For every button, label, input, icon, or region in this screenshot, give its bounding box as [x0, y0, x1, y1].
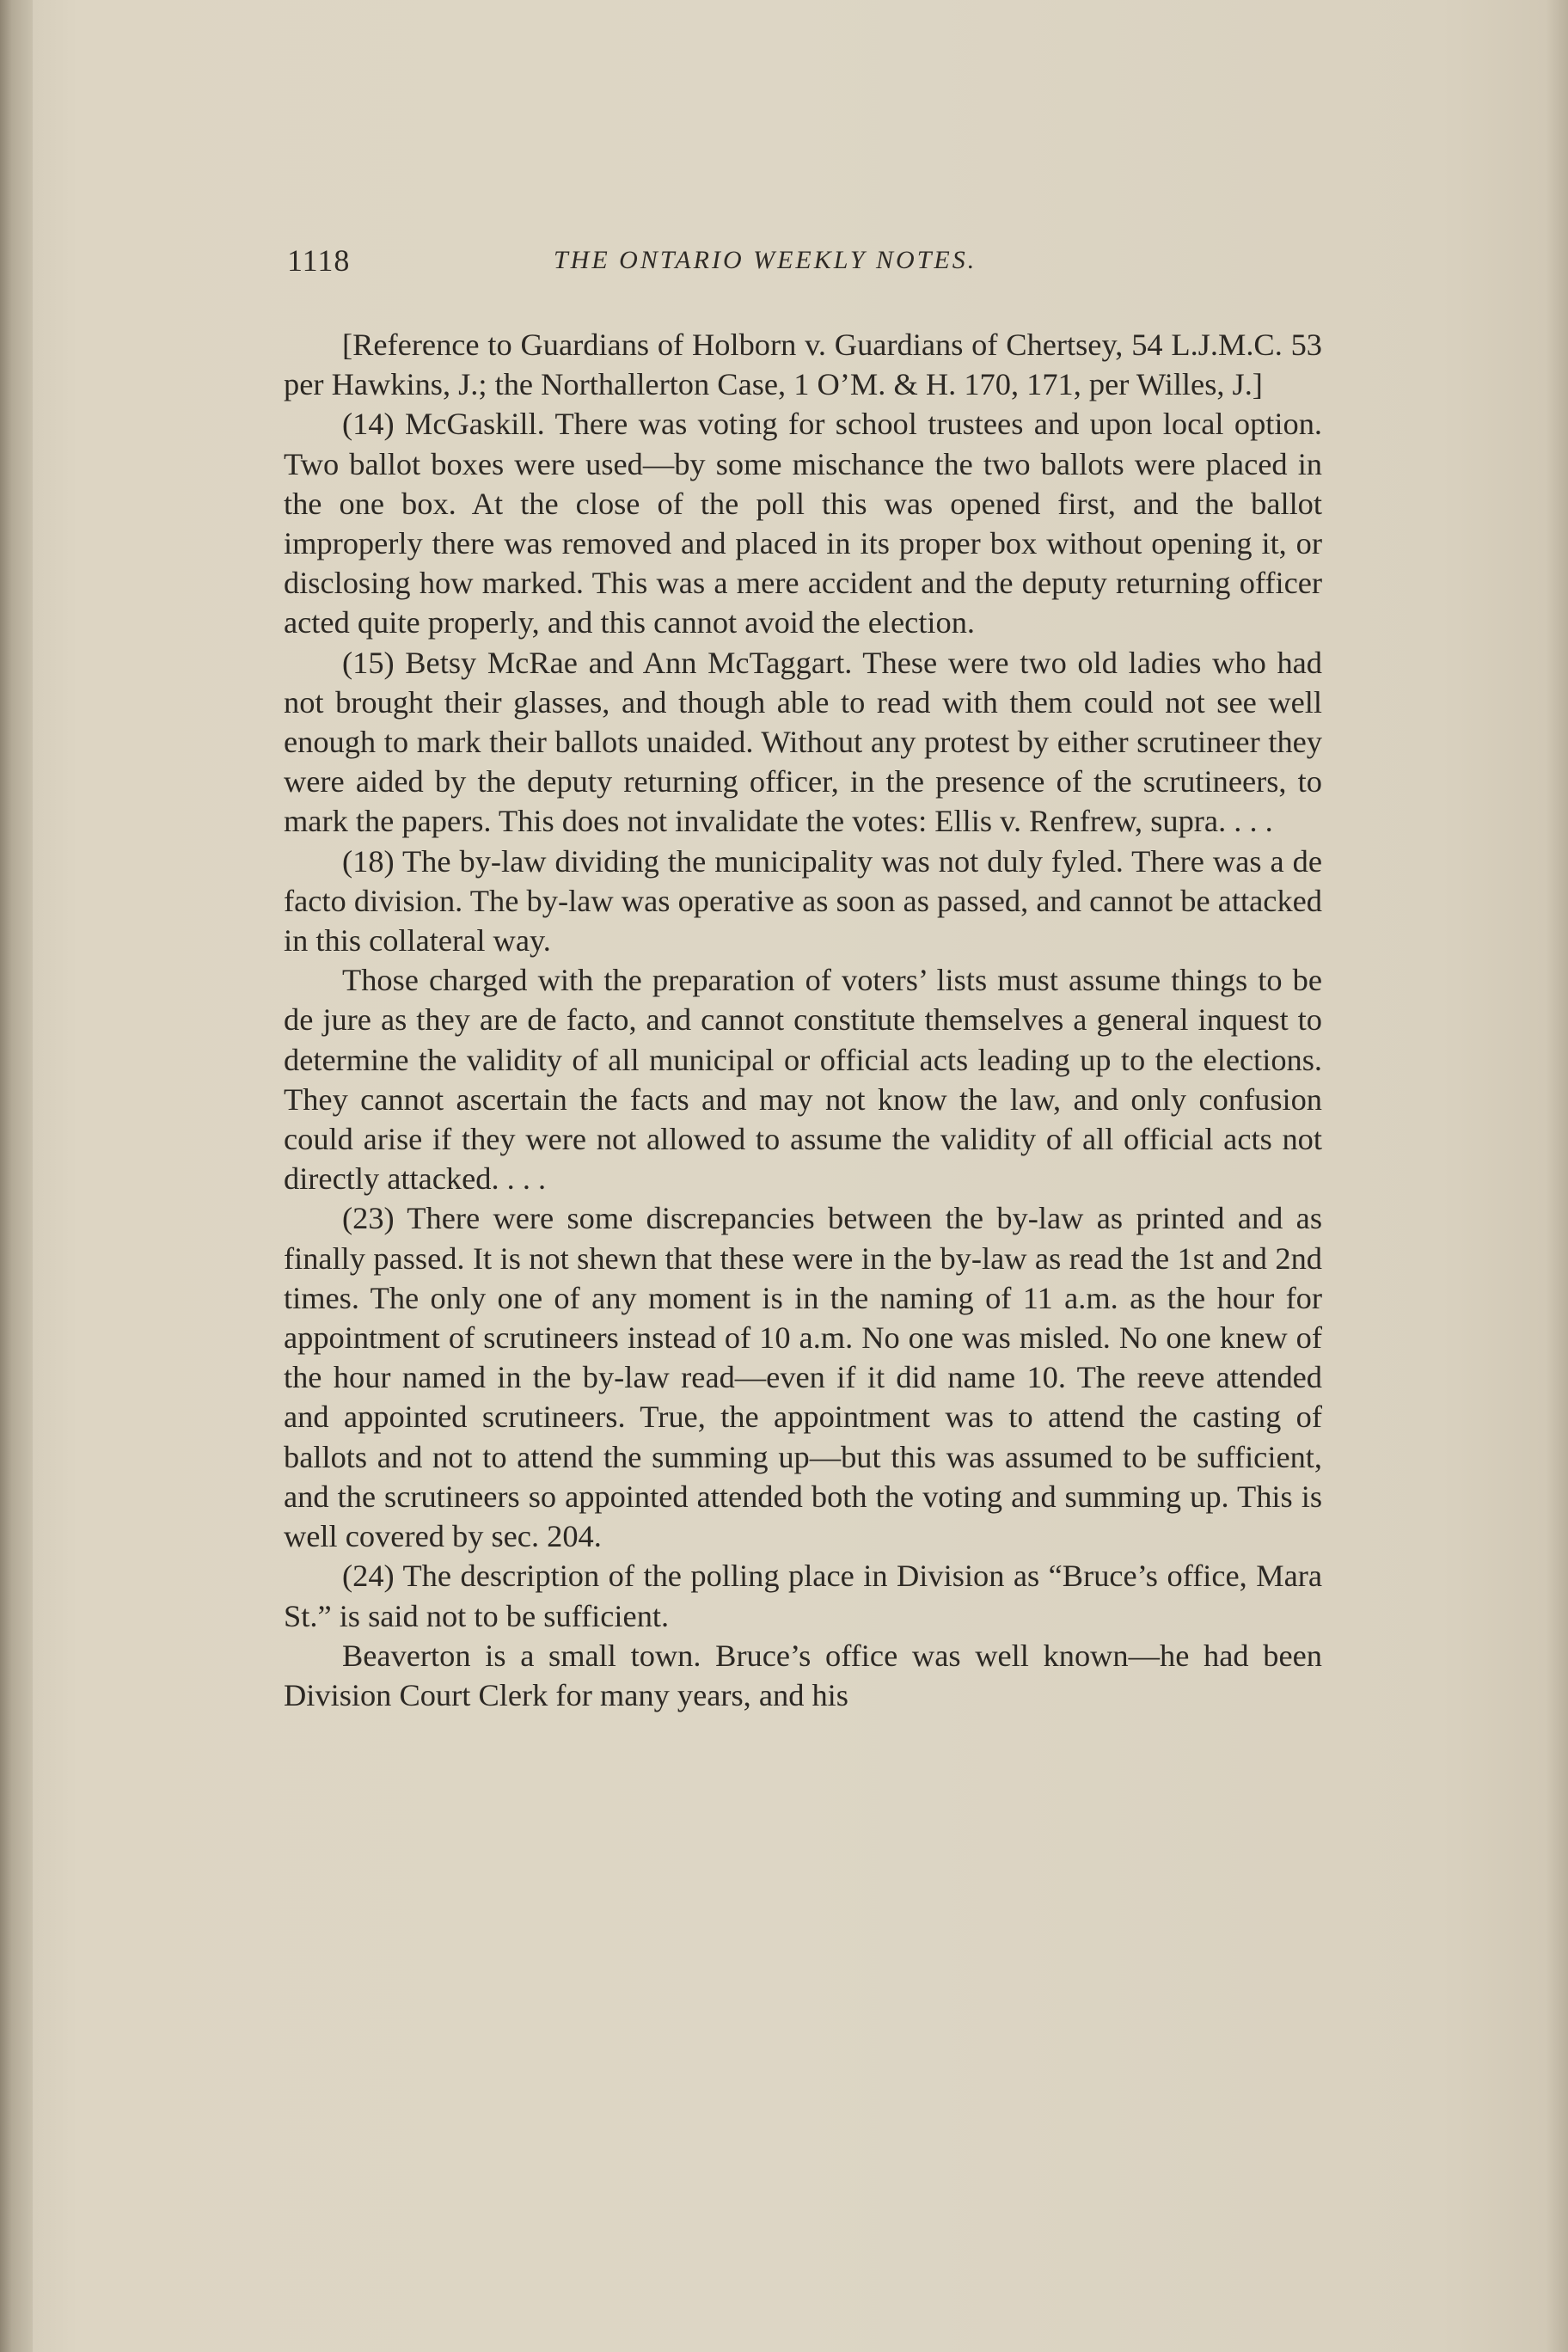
page-number: 1118 — [287, 243, 351, 278]
paragraph-18-by-law: (18) The by-law dividing the municipality was not duly fyled. There was a de facto division. The by-law was operative as soon as passed, and cannot be attacked in this collateral way. — [284, 843, 1322, 959]
paragraph-reference: [Reference to Guardians of Holborn v. Guardians of Chertsey, 54 L.J.M.C. 53 per Hawkins, J.; the Northallerton Case, 1 O’M. & H. 170, 171, per Willes, J.] — [284, 328, 1322, 402]
paragraph-23-discrepancies: (23) There were some discrepancies between the by-law as printed and as finally passed. It is not shewn that these were in the by-law as read the 1st and 2nd times. The only one of any moment is in the naming of 11 a.m. as the hour for appointment of scrutineers instead of 10 a.m. No one was misled. No one knew of the hour named in the by-law read—even if it did name 10. The reeve attended and appointed scrutineers. True, the appointment was to attend the casting of ballots and not to attend the summing up—but this was assumed to be sufficient, and the scrutineers so appointed attended both the voting and summing up. This is well covered by sec. 204. — [284, 1201, 1322, 1554]
paragraph-24-polling-place: (24) The description of the polling place in Division as “Bruce’s office, Mara St.” is said not to be sufficient. — [284, 1559, 1322, 1633]
page-edge-shadow — [1546, 0, 1568, 2352]
paragraph-beaverton: Beaverton is a small town. Bruce’s office was well known—he had been Division Court Clerk for many years, and his — [284, 1638, 1322, 1712]
page-header — [287, 242, 1327, 285]
paragraph-15-mcrae-mctaggart: (15) Betsy McRae and Ann McTaggart. These were two old ladies who had not brought their glasses, and though able to read with them could not see well enough to mark their ballots unaided. Without any protest by either scrutineer they were aided by the deputy returning officer, in the presence of the scrutineers, to mark the papers. This does not invalidate the votes: Ellis v. Renfrew, supra. . . . — [284, 645, 1322, 839]
body-text — [284, 325, 1322, 1715]
paragraph-voters-lists: Those charged with the preparation of voters’ lists must assume things to be de jure as they are de facto, and cannot constitute themselves a general inquest to determine the validity of all municipal or official acts leading up to the elections. They cannot ascertain the facts and may not know the law, and only confusion could arise if they were not allowed to assume the validity of all official acts not directly attacked. . . . — [284, 963, 1322, 1197]
running-title: THE ONTARIO WEEKLY NOTES. — [554, 246, 977, 274]
paragraph-14-mcgaskill: (14) McGaskill. There was voting for school trustees and upon local option. Two ballot boxes were used—by some mischance the two ballots were placed in the one box. At the close of the poll this was opened first, and the ballot improperly there was removed and placed in its proper box without opening it, or disclosing how marked. This was a mere accident and the deputy returning officer acted quite properly, and this cannot avoid the election. — [284, 407, 1322, 640]
spine-shadow — [0, 0, 33, 2352]
